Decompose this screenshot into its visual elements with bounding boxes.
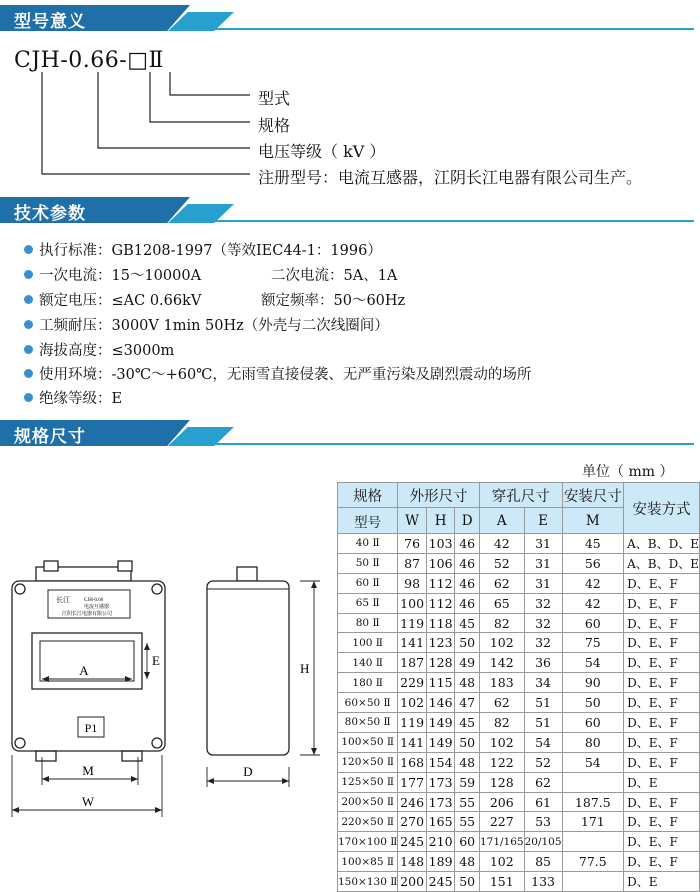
header-method: 安装方式 <box>624 483 700 534</box>
table-cell: 100 Ⅱ <box>338 633 398 653</box>
dimension-table <box>337 482 700 892</box>
bullet-icon <box>24 270 33 279</box>
header-w: W <box>398 508 427 534</box>
table-cell: 52 <box>524 752 562 772</box>
nameplate-name: 电流互感器 <box>84 605 110 610</box>
table-cell: 56 <box>562 553 624 573</box>
section-header-size <box>0 420 700 446</box>
table-cell: 31 <box>524 534 562 554</box>
table-cell: 40 Ⅱ <box>338 534 398 554</box>
table-cell: A、B、D、E <box>624 534 700 554</box>
table-cell: 42 <box>562 593 624 613</box>
table-cell: 55 <box>455 812 480 832</box>
table-cell: 206 <box>479 792 524 812</box>
table-cell: 200 <box>398 872 427 892</box>
table-cell: 46 <box>455 534 480 554</box>
table-cell: 168 <box>398 752 427 772</box>
table-cell: 151 <box>479 872 524 892</box>
unit-label: 单位（ mm ） <box>582 464 674 480</box>
bullet-icon <box>24 393 33 402</box>
header-hole: 穿孔尺寸 <box>479 483 562 508</box>
table-cell: D、E、F <box>624 653 700 673</box>
table-cell: 20/105 <box>524 832 562 852</box>
table-cell: 50 Ⅱ <box>338 553 398 573</box>
table-row <box>338 653 700 673</box>
table-cell: 60 <box>455 832 480 852</box>
spec-item: 使用环境：-30℃～+60℃，无雨雪直接侵袭、无严重污染及剧烈震动的场所 <box>24 363 531 384</box>
table-cell: 50 <box>562 693 624 713</box>
table-cell: 49 <box>455 653 480 673</box>
model-leader-lines <box>0 60 260 185</box>
table-cell: 54 <box>562 752 624 772</box>
table-cell: 80 <box>562 732 624 752</box>
model-code: CJH-0.66-□Ⅱ <box>14 48 164 73</box>
table-cell: 142 <box>479 653 524 673</box>
legend-register: 注册型号：电流互感器，江阴长江电器有限公司生产。 <box>258 168 643 187</box>
table-cell: 65 <box>479 593 524 613</box>
table-cell: 51 <box>524 693 562 713</box>
table-cell: 210 <box>426 832 455 852</box>
table-cell: D、E、F <box>624 832 700 852</box>
table-cell: 31 <box>524 553 562 573</box>
table-cell: D、E、F <box>624 852 700 872</box>
section-title: 型号意义 <box>14 12 86 32</box>
table-cell <box>562 772 624 792</box>
table-cell: 50 <box>455 732 480 752</box>
table-row <box>338 693 700 713</box>
table-header-row <box>338 483 700 508</box>
table-cell: 45 <box>562 534 624 554</box>
table-cell: 32 <box>524 613 562 633</box>
table-cell: 200×50 Ⅱ <box>338 792 398 812</box>
table-cell: 140 Ⅱ <box>338 653 398 673</box>
table-cell: 141 <box>398 633 427 653</box>
table-cell: 46 <box>455 573 480 593</box>
table-cell: 119 <box>398 613 427 633</box>
table-row <box>338 573 700 593</box>
table-cell: 100 <box>398 593 427 613</box>
table-cell: D、E <box>624 772 700 792</box>
table-cell: 227 <box>479 812 524 832</box>
table-cell: 32 <box>524 593 562 613</box>
table-cell: 42 <box>562 573 624 593</box>
table-cell: 48 <box>455 752 480 772</box>
dim-label-m: M <box>82 763 94 778</box>
table-cell: 76 <box>398 534 427 554</box>
table-cell: 46 <box>455 593 480 613</box>
table-cell: 85 <box>524 852 562 872</box>
table-cell: 133 <box>524 872 562 892</box>
table-row <box>338 713 700 733</box>
table-cell: 141 <box>398 732 427 752</box>
table-cell: 106 <box>426 553 455 573</box>
table-cell: 123 <box>426 633 455 653</box>
table-cell: 46 <box>455 553 480 573</box>
section-title: 技术参数 <box>14 204 86 224</box>
table-cell: 115 <box>426 673 455 693</box>
section-header-tech <box>0 197 700 223</box>
table-cell: 187 <box>398 653 427 673</box>
bullet-icon <box>24 345 33 354</box>
header-d: D <box>455 508 480 534</box>
table-cell: 59 <box>455 772 480 792</box>
header-m: M <box>562 508 624 534</box>
table-cell: 31 <box>524 573 562 593</box>
table-cell: 245 <box>426 872 455 892</box>
legend-voltage: 电压等级（ kV ） <box>258 142 386 161</box>
table-cell <box>562 872 624 892</box>
table-cell: 118 <box>426 613 455 633</box>
table-cell: 122 <box>479 752 524 772</box>
table-cell: 55 <box>455 792 480 812</box>
table-cell: 149 <box>426 732 455 752</box>
table-row <box>338 792 700 812</box>
table-row <box>338 732 700 752</box>
table-row <box>338 633 700 653</box>
bullet-icon <box>24 295 33 304</box>
table-cell: 87 <box>398 553 427 573</box>
table-cell <box>562 832 624 852</box>
table-cell: 98 <box>398 573 427 593</box>
dim-label-e: E <box>152 653 160 668</box>
table-cell: 45 <box>455 713 480 733</box>
table-cell: 80 Ⅱ <box>338 613 398 633</box>
table-cell: 103 <box>426 534 455 554</box>
spec-item: 执行标准：GB1208-1997（等效IEC44-1：1996） <box>24 239 382 260</box>
bullet-icon <box>24 320 33 329</box>
spec-item: 海拔高度：≤3000m <box>24 339 174 360</box>
legend-type: 型式 <box>258 89 291 108</box>
table-cell: 177 <box>398 772 427 792</box>
table-cell: 173 <box>426 772 455 792</box>
table-cell: D、E、F <box>624 752 700 772</box>
table-cell: 102 <box>398 693 427 713</box>
header-a: A <box>479 508 524 534</box>
section-header-meaning <box>0 5 700 31</box>
model-suffix: Ⅱ <box>148 48 164 73</box>
table-cell: 189 <box>426 852 455 872</box>
nameplate-company: 江阴长江电器有限公司 <box>62 612 113 617</box>
table-cell: 52 <box>479 553 524 573</box>
table-cell: 54 <box>562 653 624 673</box>
table-cell: 50 <box>455 633 480 653</box>
table-cell: 65 Ⅱ <box>338 593 398 613</box>
table-cell: 173 <box>426 792 455 812</box>
table-cell: 54 <box>524 732 562 752</box>
table-cell: 82 <box>479 713 524 733</box>
model-box: □ <box>127 48 149 73</box>
table-cell: 102 <box>479 852 524 872</box>
table-cell: 100×50 Ⅱ <box>338 732 398 752</box>
table-cell: 32 <box>524 633 562 653</box>
table-cell: 154 <box>426 752 455 772</box>
header-outer: 外形尺寸 <box>398 483 480 508</box>
dim-label-a: A <box>79 663 89 678</box>
table-cell: 149 <box>426 713 455 733</box>
table-cell: 77.5 <box>562 852 624 872</box>
table-row <box>338 673 700 693</box>
table-cell: D、E、F <box>624 713 700 733</box>
table-cell: 183 <box>479 673 524 693</box>
table-cell: 128 <box>479 772 524 792</box>
table-cell: 62 <box>479 693 524 713</box>
table-cell: 187.5 <box>562 792 624 812</box>
table-cell: 171 <box>562 812 624 832</box>
table-cell: D、E、F <box>624 573 700 593</box>
table-cell: 100×85 Ⅱ <box>338 852 398 872</box>
table-cell: 61 <box>524 792 562 812</box>
table-row <box>338 553 700 573</box>
spec-item: 一次电流：15～10000A 二次电流：5A、1A <box>24 264 201 285</box>
table-cell: 148 <box>398 852 427 872</box>
table-cell: D、E、F <box>624 593 700 613</box>
table-cell: 146 <box>426 693 455 713</box>
header-spec: 规格 <box>338 483 398 508</box>
dim-label-w: W <box>81 794 95 809</box>
header-model: 型号 <box>338 508 398 534</box>
header-e: E <box>524 508 562 534</box>
dim-label-d: D <box>243 764 253 779</box>
table-cell: D、E、F <box>624 732 700 752</box>
p1-label: P1 <box>84 721 98 735</box>
table-cell: 112 <box>426 593 455 613</box>
table-cell: 220×50 Ⅱ <box>338 812 398 832</box>
table-cell: D、E、F <box>624 812 700 832</box>
spec-item: 额定电压：≤AC 0.66kV 额定频率：50～60Hz <box>24 289 201 310</box>
table-cell: 102 <box>479 732 524 752</box>
table-row <box>338 613 700 633</box>
table-cell: 150×130 Ⅱ <box>338 872 398 892</box>
table-cell: D、E、F <box>624 633 700 653</box>
table-cell: 53 <box>524 812 562 832</box>
spec-item: 工频耐压：3000V 1min 50Hz（外壳与二次线圈间） <box>24 314 389 335</box>
table-row <box>338 852 700 872</box>
table-cell: 112 <box>426 573 455 593</box>
dimension-drawing <box>0 545 330 830</box>
table-cell: 62 <box>479 573 524 593</box>
table-cell: 245 <box>398 832 427 852</box>
nameplate-model: CJH-0.66 <box>84 598 104 603</box>
table-cell: D、E、F <box>624 613 700 633</box>
table-cell: D、E、F <box>624 673 700 693</box>
table-cell: 60×50 Ⅱ <box>338 693 398 713</box>
table-cell: D、E <box>624 872 700 892</box>
table-cell: 270 <box>398 812 427 832</box>
bullet-icon <box>24 369 33 378</box>
table-cell: 34 <box>524 673 562 693</box>
table-cell: 51 <box>524 713 562 733</box>
table-cell: 75 <box>562 633 624 653</box>
table-cell: 102 <box>479 633 524 653</box>
table-row <box>338 832 700 852</box>
table-cell: 62 <box>524 772 562 792</box>
table-cell: 60 Ⅱ <box>338 573 398 593</box>
header-h: H <box>426 508 455 534</box>
table-cell: 125×50 Ⅱ <box>338 772 398 792</box>
header-mount: 安装尺寸 <box>562 483 624 508</box>
table-cell: 165 <box>426 812 455 832</box>
table-cell: 47 <box>455 693 480 713</box>
table-row <box>338 752 700 772</box>
table-cell: A、B、D、E <box>624 553 700 573</box>
table-cell: 170×100 Ⅱ <box>338 832 398 852</box>
table-cell: D、E、F <box>624 792 700 812</box>
table-cell: 42 <box>479 534 524 554</box>
table-cell: 119 <box>398 713 427 733</box>
table-row <box>338 772 700 792</box>
table-cell: 120×50 Ⅱ <box>338 752 398 772</box>
table-cell: 48 <box>455 673 480 693</box>
table-cell: 82 <box>479 613 524 633</box>
table-cell: 171/165 <box>479 832 524 852</box>
table-row <box>338 872 700 892</box>
table-cell: 60 <box>562 713 624 733</box>
table-cell: 50 <box>455 872 480 892</box>
table-cell: 36 <box>524 653 562 673</box>
legend-spec: 规格 <box>258 116 291 135</box>
table-row <box>338 593 700 613</box>
section-title: 规格尺寸 <box>14 427 86 447</box>
table-cell: 229 <box>398 673 427 693</box>
table-row <box>338 812 700 832</box>
table-cell: 80×50 Ⅱ <box>338 713 398 733</box>
spec-item: 绝缘等级：E <box>24 387 122 408</box>
table-cell: 128 <box>426 653 455 673</box>
nameplate-brand: 长江 <box>56 596 70 604</box>
table-cell: 180 Ⅱ <box>338 673 398 693</box>
bullet-icon <box>24 245 33 254</box>
table-cell: 246 <box>398 792 427 812</box>
table-cell: 60 <box>562 613 624 633</box>
table-cell: 45 <box>455 613 480 633</box>
table-cell: 48 <box>455 852 480 872</box>
table-cell: D、E、F <box>624 693 700 713</box>
table-cell: 90 <box>562 673 624 693</box>
table-row <box>338 534 700 554</box>
dim-label-h: H <box>300 661 310 676</box>
